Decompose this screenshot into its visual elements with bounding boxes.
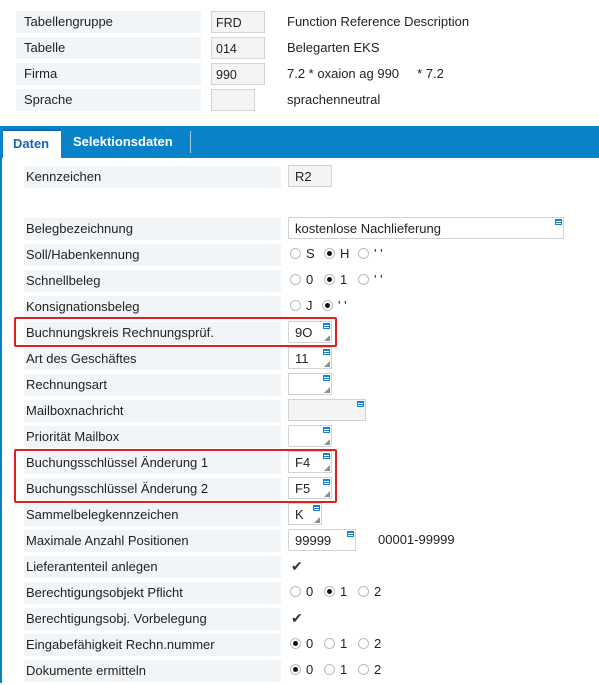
bs-aenderung-1-value: F4	[295, 455, 311, 470]
firma-value: 990	[211, 63, 265, 85]
soll-radio[interactable]	[290, 248, 301, 259]
eingabe-1-label: 1	[340, 636, 348, 651]
max-positionen-label: Maximale Anzahl Positionen	[24, 530, 281, 552]
value-help-icon[interactable]	[347, 531, 354, 537]
berecht-2-radio[interactable]	[358, 586, 369, 597]
eingabe-rechnungsnummer-label: Eingabefähigkeit Rechn.nummer	[24, 634, 281, 656]
row-berechtigung-vorbelegung	[2, 607, 599, 633]
max-positionen-range: 00001-99999	[378, 532, 455, 547]
tab-separator	[190, 131, 191, 153]
row-berechtigung-pflicht	[2, 581, 599, 607]
dokumente-0-radio[interactable]	[290, 664, 301, 675]
art-geschaeft-label: Art des Geschäftes	[24, 348, 281, 370]
header-section	[0, 0, 599, 120]
bs-aenderung-2-label: Buchungsschlüssel Änderung 2	[24, 478, 281, 500]
eingabe-1-radio[interactable]	[324, 638, 335, 649]
bs-aenderung-1-label: Buchungsschlüssel Änderung 1	[24, 452, 281, 474]
eingabe-0-label: 0	[306, 636, 314, 651]
row-soll-haben	[2, 243, 599, 269]
firma-label: Firma	[16, 63, 201, 85]
firma-desc: 7.2 * oxaion ag 990 * 7.2	[287, 66, 444, 81]
eingabe-0-radio[interactable]	[290, 638, 301, 649]
dokumente-2-radio[interactable]	[358, 664, 369, 675]
tabellengruppe-label: Tabellengruppe	[16, 11, 201, 33]
row-max-positionen	[2, 529, 599, 555]
header-row-tabellengruppe	[0, 11, 599, 37]
dokumente-1-radio[interactable]	[324, 664, 335, 675]
header-row-firma	[0, 63, 599, 89]
value-help-icon[interactable]	[313, 505, 320, 511]
berecht-0-label: 0	[306, 584, 314, 599]
berecht-1-label: 1	[340, 584, 348, 599]
value-help-icon[interactable]	[357, 401, 364, 407]
schnellbeleg-1-label: 1	[340, 272, 348, 287]
lieferantenteil-checkbox[interactable]: ✔	[291, 558, 303, 574]
tabelle-desc: Belegarten EKS	[287, 40, 380, 55]
konsignationsbeleg-label: Konsignationsbeleg	[24, 296, 281, 318]
header-row-tabelle	[0, 37, 599, 63]
berecht-1-radio[interactable]	[324, 586, 335, 597]
header-row-sprache	[0, 89, 599, 115]
kennzeichen-value: R2	[288, 165, 332, 187]
dokumente-1-label: 1	[340, 662, 348, 677]
belegbezeichnung-value: kostenlose Nachlieferung	[295, 221, 441, 236]
tabelle-value: 014	[211, 37, 265, 59]
value-help-icon[interactable]	[555, 219, 562, 225]
max-positionen-input[interactable]	[288, 529, 356, 551]
value-help-icon[interactable]	[323, 427, 330, 433]
prio-mailbox-label: Priorität Mailbox	[24, 426, 281, 448]
sammelbeleg-value: K	[295, 507, 304, 522]
highlight-box-buchungsschluessel	[14, 449, 337, 503]
tab-bar	[0, 126, 599, 158]
haben-radio[interactable]	[324, 248, 335, 259]
sprache-value	[211, 89, 255, 111]
konsignation-blank-label: ' '	[338, 298, 347, 313]
buchungskreis-label: Buchnungskreis Rechnungsprüf.	[24, 322, 281, 344]
max-positionen-value: 99999	[295, 533, 332, 548]
row-dokumente	[2, 659, 599, 685]
dokumente-label: Dokumente ermitteln	[24, 660, 281, 682]
row-kennzeichen	[2, 165, 599, 191]
mailbox-label: Mailboxnachricht	[24, 400, 281, 422]
art-geschaeft-input[interactable]	[288, 347, 332, 369]
schnellbeleg-1-radio[interactable]	[324, 274, 335, 285]
konsignation-j-label: J	[306, 298, 313, 313]
kennzeichen-label: Kennzeichen	[24, 166, 281, 188]
berechtigung-vorbelegung-label: Berechtigungsobj. Vorbelegung	[24, 608, 281, 630]
lieferantenteil-label: Lieferantenteil anlegen	[24, 556, 281, 578]
konsignation-j-radio[interactable]	[290, 300, 301, 311]
bs-aenderung-2-value: F5	[295, 481, 311, 496]
schnellbeleg-blank-radio[interactable]	[358, 274, 369, 285]
berechtigung-vorbelegung-checkbox[interactable]: ✔	[291, 610, 303, 626]
blank-option-label: ' '	[374, 246, 383, 261]
eingabe-2-radio[interactable]	[358, 638, 369, 649]
berecht-0-radio[interactable]	[290, 586, 301, 597]
row-belegbezeichnung	[2, 217, 599, 243]
row-prio-mailbox	[2, 425, 599, 451]
berecht-2-label: 2	[374, 584, 382, 599]
sammelbeleg-label: Sammelbelegkennzeichen	[24, 504, 281, 526]
tabellengruppe-desc: Function Reference Description	[287, 14, 470, 29]
sprache-desc: sprachenneutral	[287, 92, 381, 107]
rechnungsart-label: Rechnungsart	[24, 374, 281, 396]
form-content	[0, 158, 599, 683]
schnellbeleg-label: Schnellbeleg	[24, 270, 281, 292]
row-schnellbeleg	[2, 269, 599, 295]
schnellbeleg-0-label: 0	[306, 272, 314, 287]
konsignation-blank-radio[interactable]	[322, 300, 333, 311]
dropdown-corner-icon	[324, 361, 330, 367]
dropdown-corner-icon	[314, 517, 320, 523]
dropdown-corner-icon	[324, 387, 330, 393]
buchungskreis-value: 9O	[295, 325, 313, 340]
soll-option-label: S	[306, 246, 315, 261]
eingabe-2-label: 2	[374, 636, 382, 651]
row-lieferantenteil	[2, 555, 599, 581]
soll-haben-label: Soll/Habenkennung	[24, 244, 281, 266]
row-sammelbeleg	[2, 503, 599, 529]
row-mailbox	[2, 399, 599, 425]
row-rechnungsart	[2, 373, 599, 399]
dokumente-0-label: 0	[306, 662, 314, 677]
dokumente-2-label: 2	[374, 662, 382, 677]
value-help-icon[interactable]	[323, 375, 330, 381]
sammelbeleg-input[interactable]	[288, 503, 322, 525]
mailbox-input[interactable]	[288, 399, 366, 421]
belegbezeichnung-input[interactable]	[288, 217, 564, 239]
haben-option-label: H	[340, 246, 350, 261]
value-help-icon[interactable]	[323, 349, 330, 355]
prio-mailbox-input[interactable]	[288, 425, 332, 447]
schnellbeleg-blank-label: ' '	[374, 272, 383, 287]
sprache-label: Sprache	[16, 89, 201, 111]
art-geschaeft-value: 11	[295, 351, 309, 366]
highlight-box-buchungskreis	[14, 317, 337, 347]
blank-radio[interactable]	[358, 248, 369, 259]
tab-selektionsdaten[interactable]: Selektionsdaten	[73, 134, 173, 149]
schnellbeleg-0-radio[interactable]	[290, 274, 301, 285]
row-art-geschaeft	[2, 347, 599, 373]
tabelle-label: Tabelle	[16, 37, 201, 59]
row-eingabe-rechnungsnummer	[2, 633, 599, 659]
berechtigung-pflicht-label: Berechtigungsobjekt Pflicht	[24, 582, 281, 604]
belegbezeichnung-label: Belegbezeichnung	[24, 218, 281, 240]
dropdown-corner-icon	[324, 439, 330, 445]
tabellengruppe-value: FRD	[211, 11, 265, 33]
tab-daten[interactable]: Daten	[3, 129, 61, 158]
rechnungsart-input[interactable]	[288, 373, 332, 395]
